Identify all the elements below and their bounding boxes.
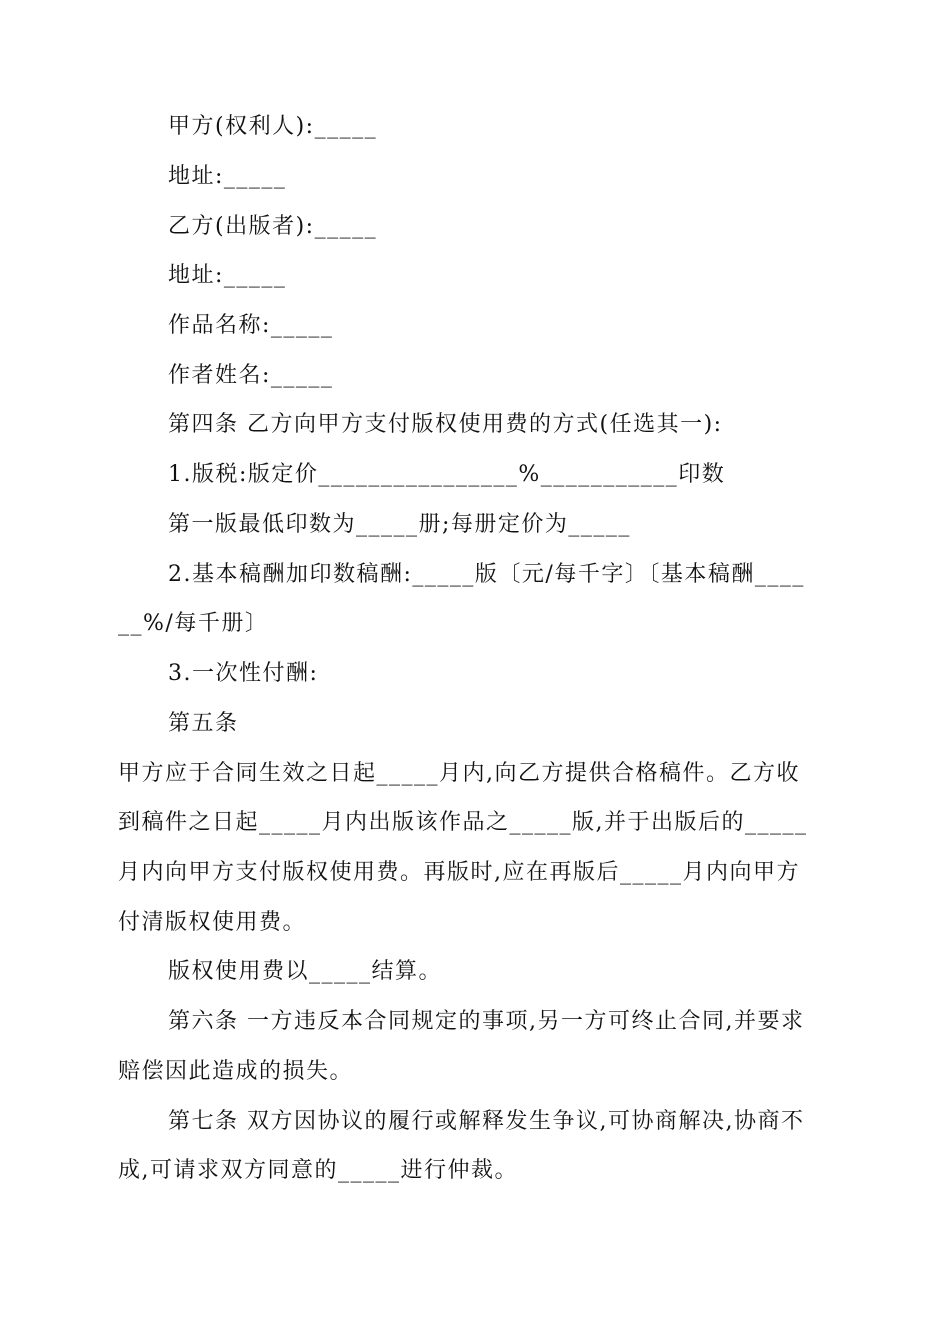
minimum-print-line: 第一版最低印数为_____册;每册定价为_____: [168, 512, 631, 537]
party-b-line: 乙方(出版者):_____: [168, 214, 378, 239]
party-b-address-line: 地址:_____: [168, 263, 287, 288]
royalty-option-line: 1.版税:版定价________________%___________印数: [168, 462, 726, 487]
one-time-payment-line: 3.一次性付酬:: [168, 661, 319, 686]
article-five-text-2: 到稿件之日起_____月内出版该作品之_____版,并于出版后的_____: [118, 810, 808, 835]
party-a-address-line: 地址:_____: [168, 164, 287, 189]
article-seven-text-2: 成,可请求双方同意的_____进行仲裁。: [118, 1158, 518, 1183]
article-six-text-2: 赔偿因此造成的损失。: [118, 1059, 354, 1084]
article-six-text-1: 第六条 一方违反本合同规定的事项,另一方可终止合同,并要求: [168, 1009, 805, 1034]
author-name-line: 作者姓名:_____: [168, 363, 334, 388]
article-five-text-4: 付清版权使用费。: [118, 910, 307, 935]
basic-fee-line: 2.基本稿酬加印数稿酬:_____版〔元/每千字〕〔基本稿酬____: [168, 562, 805, 587]
article-five-text-1: 甲方应于合同生效之日起_____月内,向乙方提供合格稿件。乙方收: [118, 761, 800, 786]
article-five-text-3: 月内向甲方支付版权使用费。再版时,应在再版后_____月内向甲方: [118, 860, 800, 885]
article-seven-text-1: 第七条 双方因协议的履行或解释发生争议,可协商解决,协商不: [168, 1109, 805, 1134]
basic-fee-continuation: __%/每千册〕: [118, 611, 269, 636]
party-a-line: 甲方(权利人):_____: [168, 114, 378, 139]
article-four-heading: 第四条 乙方向甲方支付版权使用费的方式(任选其一):: [168, 412, 723, 437]
work-title-line: 作品名称:_____: [168, 313, 334, 338]
article-five-heading: 第五条: [168, 711, 239, 736]
settlement-line: 版权使用费以_____结算。: [168, 959, 443, 984]
